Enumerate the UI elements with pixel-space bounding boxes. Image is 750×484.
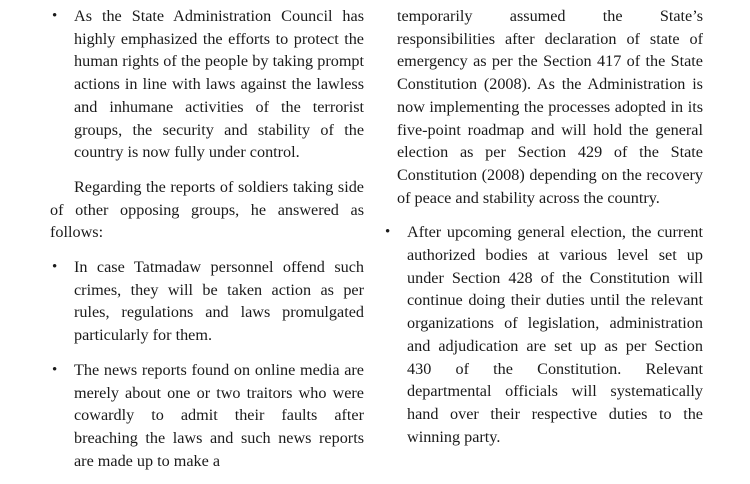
bullet-item — [50, 256, 364, 347]
left-column — [50, 5, 364, 484]
paragraph-continued-roadmap: temporarily assumed the State’s responsibilities after declaration of state of emergency as per the Section 417 of the State Constitution (2008). As the Administration is now implementing the processes adopted in its five-point roadmap and will hold the general election as per Section 429 of the State Constitution (2008) depending on the recovery of peace and stability across the country. — [397, 7, 703, 207]
bullet-text-tatmadaw-action: In case Tatmadaw personnel offend such crimes, they will be taken action as per rules, regulations and laws promulgated particularly for them. — [74, 258, 364, 345]
bullet-item — [383, 221, 703, 448]
bullet-text-general-election: After upcoming general election, the current authorized bodies at various level set up under Section 428 of the Constitution will continue doing their duties until the relevant organizations of legislation, administration and adjudication are set up as per Section 430 of the Constitution. Relevant departmental officials will systematically hand over their respective duties to the winning party. — [407, 223, 703, 446]
paragraph-soldiers-question: Regarding the reports of soldiers taking side of other opposing groups, he answered as follows: — [50, 177, 364, 242]
bullet-text-security: As the State Administration Council has highly emphasized the efforts to protect the human rights of the people by taking prompt actions in line with laws against the lawless and inhumane activities of the terrorist groups, the security and stability of the country is now fully under control. — [74, 7, 364, 162]
bullet-marker: • — [52, 259, 58, 276]
bullet-marker: • — [385, 224, 391, 241]
bullet-marker: • — [52, 361, 58, 378]
bullet-item — [50, 359, 364, 473]
right-column — [383, 5, 703, 460]
bullet-marker: • — [52, 8, 58, 24]
bullet-item — [50, 5, 364, 164]
bullet-text-online-media: The news reports found on online media are merely about one or two traitors who were cowardly to admit their faults after breaching the laws and such news reports are made up to make a — [74, 360, 364, 470]
